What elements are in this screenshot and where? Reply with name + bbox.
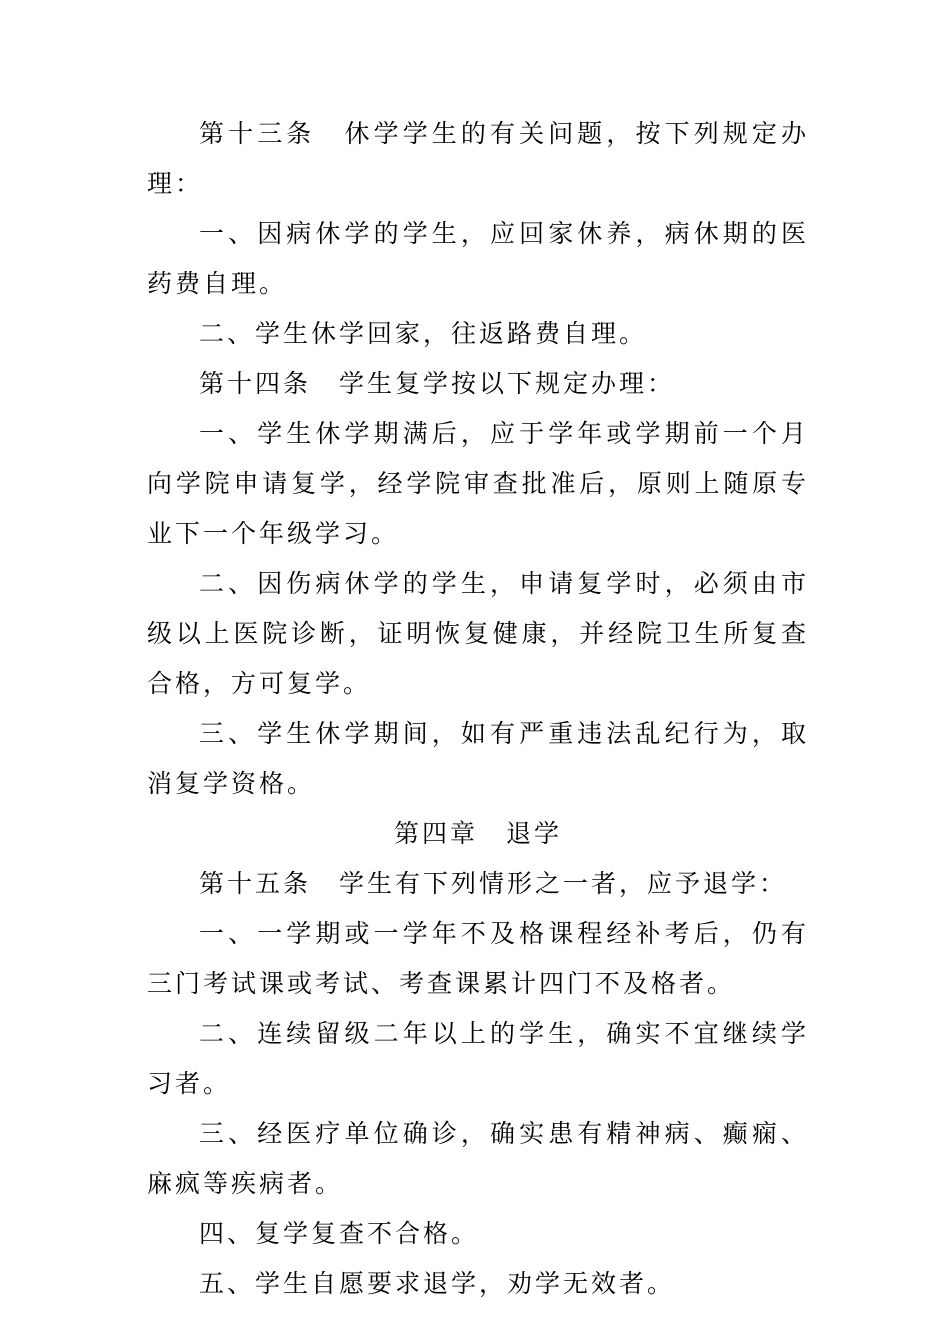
article-15-item-1: 一、一学期或一学年不及格课程经补考后，仍有三门考试课或考试、考查课累计四门不及格者。 bbox=[147, 919, 809, 998]
article-15-item-3: 三、经医疗单位确诊，确实患有精神病、癫痫、麻疯等疾病者。 bbox=[147, 1119, 809, 1198]
article-14-item-2: 二、因伤病休学的学生，申请复学时，必须由市级以上医院诊断，证明恢复健康，并经院卫生所复查合格，方可复学。 bbox=[147, 569, 809, 698]
article-15-item-5: 五、学生自愿要求退学，劝学无效者。 bbox=[199, 1269, 676, 1298]
chapter-heading: 第四章 退学 bbox=[393, 819, 562, 848]
article-15: 第十五条 学生有下列情形之一者，应予退学： bbox=[199, 869, 788, 898]
article-14-item-1: 一、学生休学期满后，应于学年或学期前一个月向学院申请复学，经学院审查批准后，原则上随原专业下一个年级学习。 bbox=[147, 419, 809, 548]
article-15-item-2: 二、连续留级二年以上的学生，确实不宜继续学习者。 bbox=[147, 1019, 809, 1098]
article-13: 第十三条 休学学生的有关问题，按下列规定办理： bbox=[147, 119, 809, 198]
article-13-item-1: 一、因病休学的学生，应回家休养，病休期的医药费自理。 bbox=[147, 219, 809, 298]
article-13-item-2: 二、学生休学回家，往返路费自理。 bbox=[199, 319, 648, 348]
article-14: 第十四条 学生复学按以下规定办理： bbox=[199, 369, 676, 398]
article-14-item-3: 三、学生休学期间，如有严重违法乱纪行为，取消复学资格。 bbox=[147, 719, 809, 798]
document-page bbox=[147, 109, 809, 1309]
article-15-item-4: 四、复学复查不合格。 bbox=[199, 1219, 480, 1248]
